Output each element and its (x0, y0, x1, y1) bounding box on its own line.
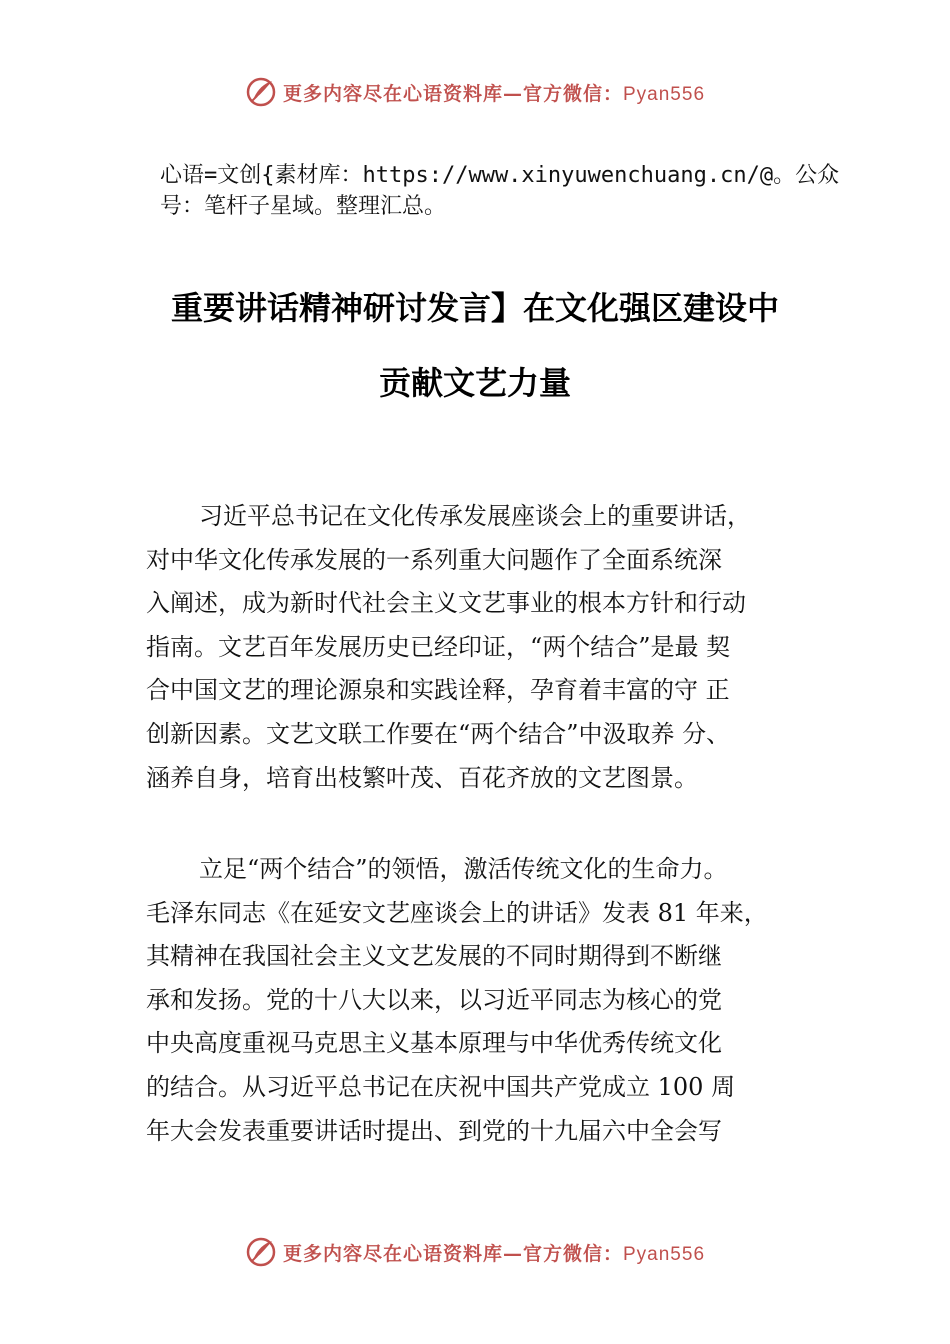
paragraph-2 (146, 848, 836, 1153)
paragraph-line: 入阐述，成为新时代社会主义文艺事业的根本方针和行动 (146, 589, 746, 618)
quill-logo-icon (245, 1236, 277, 1268)
banner-text: 更多内容尽在心语资料库—官方微信：Pyan556 (282, 1242, 706, 1265)
document-title-line-1: 重要讲话精神研讨发言】在文化强区建设中 (170, 289, 779, 327)
paragraph-line: 其精神在我国社会主义文艺发展的不同时期得到不断继 (146, 942, 722, 971)
source-note: 心语=文创{素材库：https://www.xinyuwenchuang.cn/@。公众号：笔杆子星域。整理汇总。 (160, 163, 840, 219)
banner-text: 更多内容尽在心语资料库—官方微信：Pyan556 (282, 82, 706, 105)
wechat-id: Pyan556 (623, 83, 706, 105)
paragraph-line: 立足“两个结合”的领悟，激活传统文化的生命力。 (199, 855, 728, 883)
paragraph-line: 年大会发表重要讲话时提出、到党的十九届六中全会写 (146, 1116, 722, 1145)
paragraph-line: 对中华文化传承发展的一系列重大问题作了全面系统深 (146, 545, 722, 574)
wechat-id: Pyan556 (623, 1243, 706, 1265)
paragraph-line: 习近平总书记在文化传承发展座谈会上的重要讲话， (199, 502, 751, 530)
paragraph-line: 承和发扬。党的十八大以来，以习近平同志为核心的党 (146, 985, 722, 1014)
header-banner (0, 72, 950, 112)
document-title-line-2: 贡献文艺力量 (378, 364, 571, 402)
paragraph-line: 的结合。从习近平总书记在庆祝中国共产党成立 100 周 (146, 1072, 736, 1101)
paragraph-line: 指南。文艺百年发展历史已经印证，“两个结合”是最 契 (146, 632, 731, 661)
footer-banner (0, 1232, 950, 1272)
paragraph-line: 涵养自身，培育出枝繁叶茂、百花齐放的文艺图景。 (146, 763, 698, 792)
paragraph-line: 创新因素。文艺文联工作要在“两个结合”中汲取养 分、 (146, 719, 731, 748)
paragraph-line: 合中国文艺的理论源泉和实践诠释，孕育着丰富的守 正 (146, 676, 730, 705)
paragraph-line: 中央高度重视马克思主义基本原理与中华优秀传统文化 (146, 1029, 722, 1058)
paragraph-line: 毛泽东同志《在延安文艺座谈会上的讲话》发表 81 年来， (146, 898, 768, 927)
paragraph-1 (146, 495, 836, 800)
quill-logo-icon (245, 76, 277, 108)
